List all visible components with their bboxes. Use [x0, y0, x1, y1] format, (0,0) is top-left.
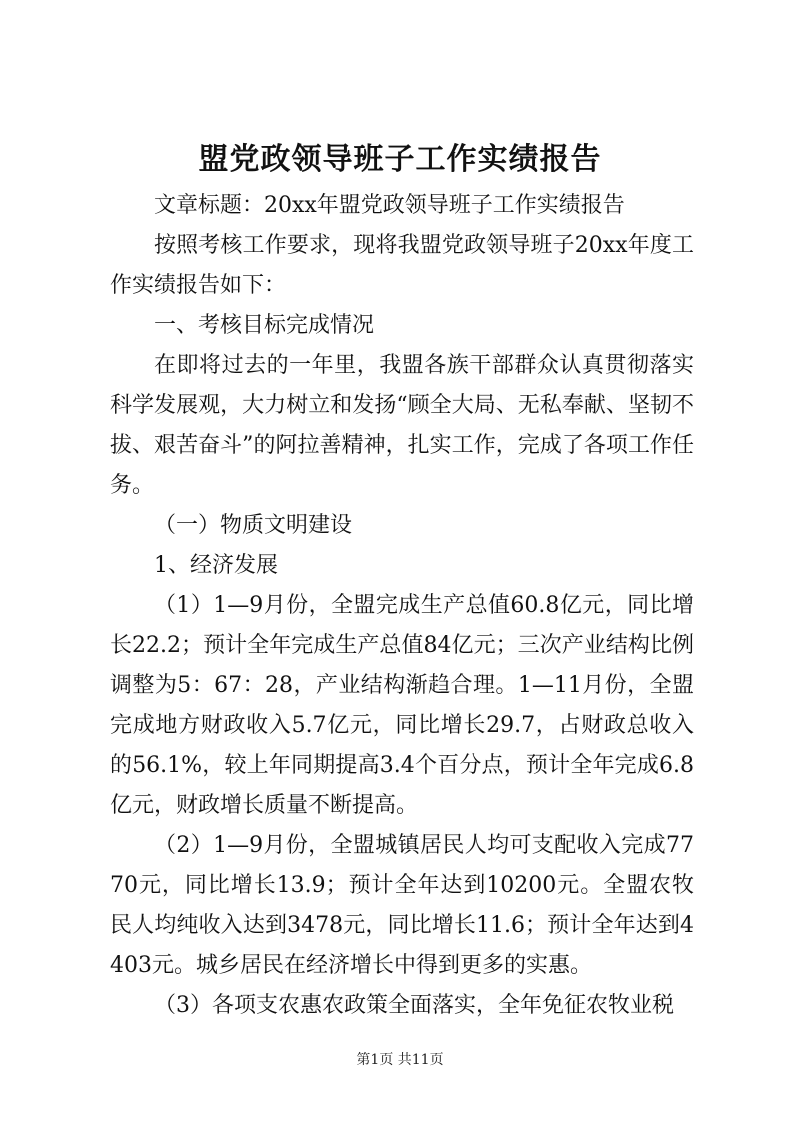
- paragraph-economy-2: （2）1—9月份，全盟城镇居民人均可支配收入完成7770元，同比增长13.9；预计全年达到10200元。全盟农牧民人均纯收入达到3478元，同比增长11.6；预计全年达到4403元。城乡居民在经济增长中得到更多的实惠。: [110, 833, 694, 978]
- paragraph-economy-1: （1）1—9月份，全盟完成生产总值60.8亿元，同比增长22.2；预计全年完成生产总值84亿元；三次产业结构比例调整为5：67：28，产业结构渐趋合理。1—11月份，全盟完成地方财政收入5.7亿元，同比增长29.7，占财政总收入的56.1%，较上年同期提高3.4个百分点，预计全年完成6.8亿元，财政增长质量不断提高。: [110, 593, 694, 818]
- paragraph-intro: 按照考核工作要求，现将我盟党政领导班子20xx年度工作实绩报告如下：: [110, 233, 694, 298]
- subsection-heading-material: （一）物质文明建设: [154, 513, 353, 538]
- section-heading-assessment: 一、考核目标完成情况: [154, 313, 375, 338]
- paragraph-economy-3: （3）各项支农惠农政策全面落实，全年免征农牧业税: [154, 993, 674, 1018]
- page-title: 盟党政领导班子工作实绩报告: [198, 142, 602, 177]
- document-body: [110, 186, 694, 1026]
- paragraph-article-title: 文章标题：20xx年盟党政领导班子工作实绩报告: [154, 193, 625, 218]
- item-heading-economy: 1、经济发展: [154, 553, 278, 578]
- paragraph-overview: 在即将过去的一年里，我盟各族干部群众认真贯彻落实科学发展观，大力树立和发扬“顾全大局、无私奉献、坚韧不拔、艰苦奋斗”的阿拉善精神，扎实工作，完成了各项工作任务。: [110, 353, 694, 498]
- page-footer: 第1页 共11页: [356, 1052, 444, 1068]
